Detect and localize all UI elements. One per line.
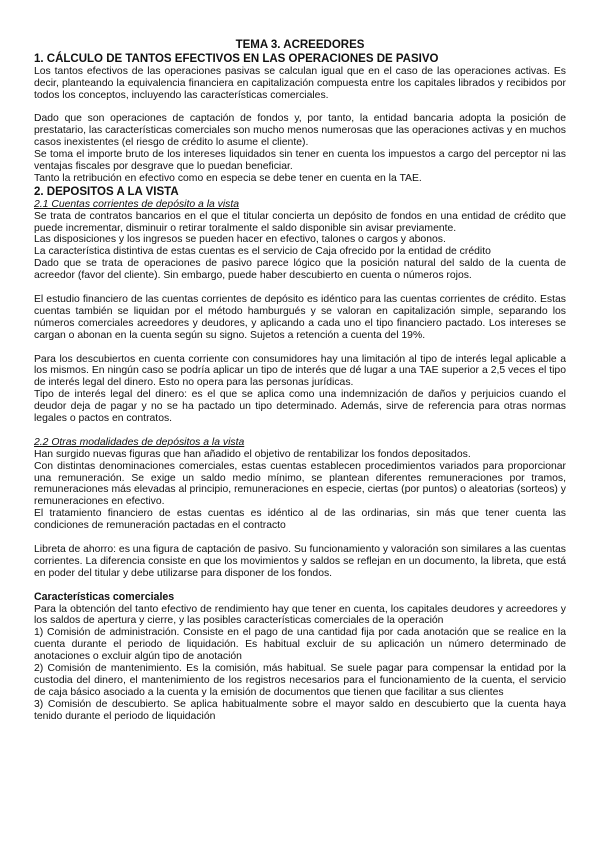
section-2-paragraph: El estudio financiero de las cuentas corrientes de depósito es idéntico para las cuentas corrientes de crédito. Estas cuentas también se liquidan por el método hamburgués y se valoran en capitalización simple, separando los números comerciales acreedores y deudores, y aplicando a cada uno el tipo financiero pactado. Los intereses se cargan o abonan en la cuenta según su signo. Sujetos a retención a cuenta del 19%.	[34, 294, 566, 341]
subsection-2-1-heading: 2.1 Cuentas corrientes de depósito a la vista	[34, 198, 240, 210]
section-2-paragraph: Para los descubiertos en cuenta corriente con consumidores hay una limitación al tipo de interés legal aplicable a los mismos. En ningún caso se podría aplicar un tipo de interés que dé lugar a una TAE superior a 2,5 veces el tipo de interés legal del dinero. Esto no opera para las personas jurídicas.	[34, 353, 566, 389]
section-1-paragraph: Dado que son operaciones de captación de fondos y, por tanto, la entidad bancaria adopta la posición de prestatario, las características comerciales son mucho menos numerosas que las operaciones activas y en muchos casos inexistentes (el riesgo de crédito lo asume el cliente).	[34, 113, 566, 149]
spacer	[34, 580, 566, 592]
section-2-paragraph: Dado que se trata de operaciones de pasivo parece lógico que la posición natural del saldo de la cuenta de acreedor (favor del cliente). Sin embargo, puede haber descubierto en cuenta o números rojos.	[34, 258, 566, 282]
commercial-characteristics-heading: Características comerciales	[34, 590, 175, 603]
spacer	[34, 282, 566, 294]
section-2-paragraph: Las disposiciones y los ingresos se pueden hacer en efectivo, talones o cargos y abonos.	[34, 234, 446, 246]
section-2-paragraph: La característica distintiva de estas cuentas es el servicio de Caja ofrecido por la entidad de crédito	[34, 246, 491, 258]
section-1-paragraph: Se toma el importe bruto de los intereses liquidados sin tener en cuenta los impuestos a cargo del perceptor ni las ventajas fiscales por desgrave que lo puedan beneficiar.	[34, 149, 566, 173]
document-title: TEMA 3. ACREEDORES	[235, 39, 365, 51]
section-2-paragraph: Se trata de contratos bancarios en el que el titular concierta un depósito de fondos en una entidad de crédito que puede incrementar, disminuir o retirar toralmente el saldo disponible sin avisar previamente.	[34, 210, 566, 234]
commission-item: 3) Comisión de descubierto. Se aplica habitualmente sobre el mayor saldo en descubierto que la cuenta haya tenido durante el periodo de liquidación	[34, 698, 566, 722]
document-page	[34, 40, 566, 723]
section-1-paragraph: Tanto la retribución en efectivo como en especia se debe tener en cuenta en la TAE.	[34, 172, 422, 184]
section-2-paragraph: El tratamiento financiero de estas cuentas es idéntico al de las ordinarias, sin más que tener cuenta las condiciones de remuneración pactadas en el contracto	[34, 508, 566, 532]
section-1-heading: 1. CÁLCULO DE TANTOS EFECTIVOS EN LAS OPERACIONES DE PASIVO	[34, 52, 439, 65]
section-2-paragraph: Libreta de ahorro: es una figura de captación de pasivo. Su funcionamiento y valoración son similares a las cuentas corrientes. La diferencia consiste en que los movimientos y saldos se reflejan en un documento, la libreta, que está en poder del titular y debe utilizarse para disponer de los fondos.	[34, 543, 566, 579]
commercial-intro: Para la obtención del tanto efectivo de rendimiento hay que tener en cuenta, los capitales deudores y acreedores y los saldos de apertura y cierre, y las posibles características comerciales de la operación	[34, 603, 566, 627]
section-2-paragraph: Con distintas denominaciones comerciales, estas cuentas establecen procedimientos variados para proporcionar una remuneración. Se exige un saldo medio mínimo, se plantean diferentes remuneraciones por tramos, remuneraciones más elevadas al principio, remuneraciones en especie, ciertas (por puntos) o aleatorias (sorteos) y remuneraciones en efectivo.	[34, 460, 566, 508]
commission-item: 1) Comisión de administración. Consiste en el pago de una cantidad fija por cada anotación que se realice en la cuenta durante el periodo de liquidación. Es habitual excluir de su aplicación un número determinado de anotaciones o excluir algún tipo de anotación	[34, 627, 566, 663]
spacer	[34, 425, 566, 437]
spacer	[34, 342, 566, 354]
spacer	[34, 532, 566, 544]
commission-item: 2) Comisión de mantenimiento. Es la comisión, más habitual. Se suele pagar para compensar la entidad por la custodia del dinero, el mantenimiento de los registros necesarios para el funcionamiento de la cuenta, el servicio de caja básico asociado a la cuenta y la emisión de documentos que tienen que facilitar a sus clientes	[34, 663, 566, 698]
section-1-paragraph: Los tantos efectivos de las operaciones pasivas se calculan igual que en el caso de las operaciones activas. Es decir, planteando la equivalencia financiera en capitalización compuesta entre los capitales librados y recibidos por todos los conceptos, incluyendo las características comerciales.	[34, 65, 566, 101]
section-2-paragraph: Han surgido nuevas figuras que han añadido el objetivo de rentabilizar los fondos depositados.	[34, 448, 471, 460]
section-2-paragraph: Tipo de interés legal del dinero: es el que se aplica como una indemnización de daños y perjuicios cuando el deudor deja de pagar y no se ha pactado un tipo determinado. Además, sirve de referencia para otras normas legales o pactos en contratos.	[34, 389, 566, 425]
subsection-2-2-heading: 2.2 Otras modalidades de depósitos a la vista	[34, 436, 245, 448]
spacer	[34, 102, 566, 114]
section-2-heading: 2. DEPOSITOS A LA VISTA	[34, 185, 179, 198]
